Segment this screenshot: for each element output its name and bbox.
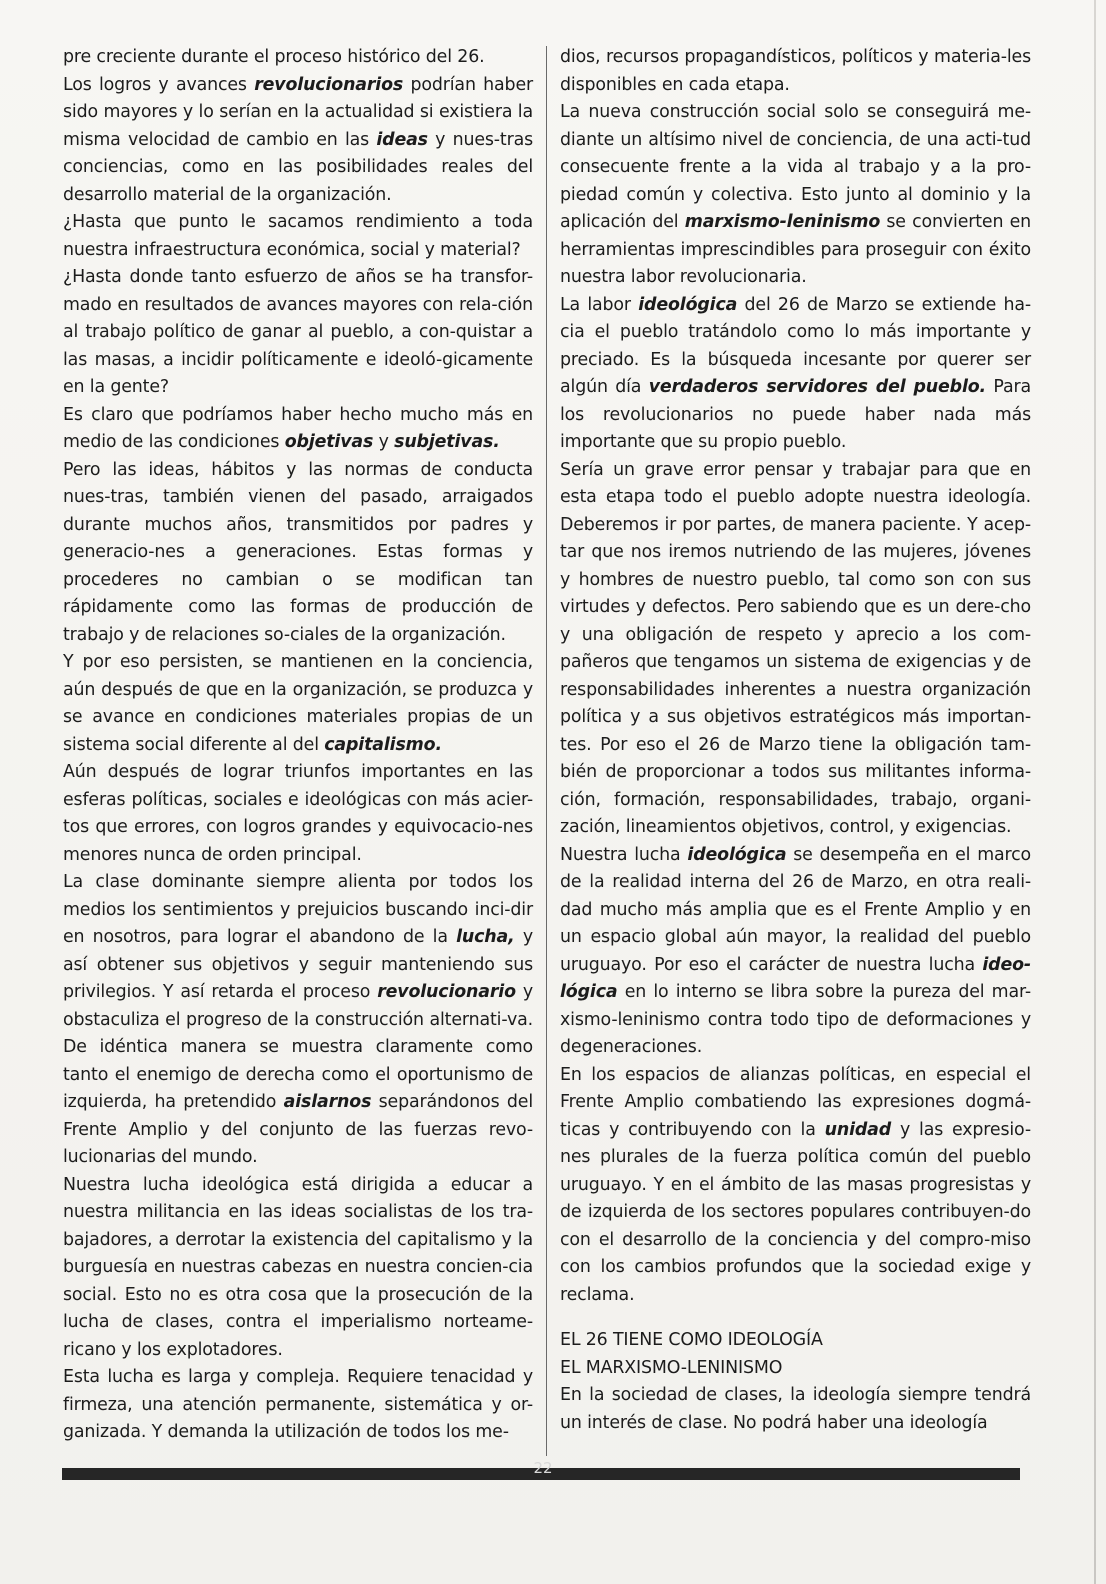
emphasis: verdaderos servidores del pueblo. [648, 377, 987, 397]
paragraph: Nuestra lucha ideológica está dirigida a educar a nuestra militancia en las ideas socialistas de los tra-bajadores, a derrotar la existencia del capitalismo y la burguesía en nuestras cabezas en nuestra concien-cia social. Esto no es otra cosa que la prosecución de la lucha de clases, contra el imperialismo norteame-ricano y los explotadores. [63, 1174, 533, 1360]
paragraph: dios, recursos propagandísticos, políticos y materia-les disponibles en cada etapa. [560, 47, 1031, 95]
emphasis: ideo-lógica [560, 954, 1031, 1002]
emphasis: ideológica [687, 844, 787, 865]
paragraph: ¿Hasta donde tanto esfuerzo de años se ha transfor-mado en resultados de avances mayores con rela-ción al trabajo político de ganar al pueblo, a con-quistar a las masas, a incidir políticamente e ideoló-gicamente en la gente? [63, 267, 533, 397]
paragraph: En los espacios de alianzas políticas, en especial el Frente Amplio combatiendo las expresiones dogmá-ticas y contribuyendo con la unidad y las expresio-nes plurales de la fuerza política común del pueblo uruguayo. Y en el ámbito de las masas progresistas y de izquierda de los sectores populares contribuyen-do con el desarrollo de la conciencia y del compro-miso con los cambios profundos que la sociedad exige y reclama. [560, 1064, 1031, 1305]
paragraph: Aún después de lograr triunfos importantes en las esferas políticas, sociales e ideológicas con más acier-tos que errores, con logros grandes y equivocacio-nes menores nunca de orden principal. [63, 762, 533, 865]
right-column [560, 44, 1031, 1437]
emphasis: subjetivas. [394, 432, 500, 452]
emphasis: ideas [376, 129, 428, 150]
emphasis: aislarnos [283, 1092, 372, 1112]
section-heading [560, 1327, 1031, 1382]
heading-line-2: EL MARXISMO-LENINISMO [560, 1357, 783, 1378]
paragraph: Esta lucha es larga y compleja. Requiere tenacidad y firmeza, una atención permanente, sistemática y or-ganizada. Y demanda la utilización de todos los me- [63, 1367, 533, 1442]
paragraph: La labor ideológica del 26 de Marzo se extiende ha-cia el pueblo tratándolo como lo más importante y preciado. Es la búsqueda incesante por querer ser algún día verdaderos servidores del pueblo. Para los revolucionarios no puede haber nada más importante que su propio pueblo. [560, 294, 1032, 452]
paragraph: Los logros y avances revolucionarios podrían haber sido mayores y lo serían en la actualidad si existiera la misma velocidad de cambio en las ideas y nues-tras conciencias, como en las posibilidades reales del desarrollo material de la organización. [63, 74, 533, 205]
emphasis: marxismo-leninismo [684, 212, 881, 232]
paragraph: pre creciente durante el proceso histórico del 26. [63, 47, 485, 67]
emphasis: unidad [824, 1119, 892, 1140]
paragraph: Sería un grave error pensar y trabajar para que en esta etapa todo el pueblo adopte nuestra ideología. Deberemos ir por partes, de manera paciente. Y acep-tar que nos iremos nutriendo de las mujeres, jóvenes y hombres de nuestro pueblo, tal como son con sus virtudes y defectos. Pero sabiendo que es un dere-cho y una obligación de respeto y aprecio a los com-pañeros que tengamos un sistema de exigencias y de responsabilidades inherentes a nuestra organización política y a sus objetivos estratégicos más importan-tes. Por eso el 26 de Marzo tiene la obligación tam-bién de proporcionar a todos sus militantes informa-ción, formación, responsabilidades, trabajo, organi-zación, lineamientos objetivos, control, y exigencias. [560, 459, 1031, 837]
paragraph: Pero las ideas, hábitos y las normas de conducta nues-tras, también vienen del pasado, arraigados durante muchos años, transmitidos por padres y generacio-nes a generaciones. Estas formas y procederes no cambian o se modifican tan rápidamente como las formas de producción de trabajo y de relaciones so-ciales de la organización. [63, 459, 533, 645]
heading-line-1: EL 26 TIENE COMO IDEOLOGÍA [560, 1330, 823, 1350]
paragraph: La nueva construcción social solo se conseguirá me-diante un altísimo nivel de conciencia, de una acti-tud consecuente frente a la vida al trabajo y a la pro-piedad común y colectiva. Esto junto al dominio y la aplicación del marxismo-leninismo se convierten en herramientas imprescindibles para proseguir con éxito nuestra labor revolucionaria. [560, 102, 1031, 287]
emphasis: revolucionario [377, 982, 516, 1002]
emphasis: objetivas [284, 432, 374, 452]
paragraph: ¿Hasta que punto le sacamos rendimiento a toda nuestra infraestructura económica, social y material? [63, 212, 533, 260]
page-number: 22 [533, 1459, 553, 1477]
emphasis: ideológica [638, 294, 738, 315]
paragraph: En la sociedad de clases, la ideología siempre tendrá un interés de clase. No podrá haber una ideología [560, 1385, 1031, 1433]
paragraph: La clase dominante siempre alienta por todos los medios los sentimientos y prejuicios buscando inci-dir en nosotros, para lograr el abandono de la lucha, y así obtener sus objetivos y seguir manteniendo sus privilegios. Y así retarda el proceso revolucionario y obstaculiza el progreso de la construcción alternati-va. De idéntica manera se muestra claramente como tanto el enemigo de derecha como el oportunismo de izquierda, ha pretendido aislarnos separándonos del Frente Amplio y del conjunto de las fuerzas revo-lucionarias del mundo. [63, 872, 533, 1167]
column-divider [546, 46, 547, 1456]
emphasis: capitalismo. [324, 734, 442, 755]
paragraph: Y por eso persisten, se mantienen en la conciencia, aún después de que en la organización, se produzca y se avance en condiciones materiales propias de un sistema social diferente al del capitalismo. [63, 652, 533, 755]
emphasis: lucha, [456, 927, 515, 947]
paragraph: Nuestra lucha ideológica se desempeña en el marco de la realidad interna del 26 de Marzo, en otra reali-dad mucho más amplia que es el Frente Amplio y en un espacio global aún mayor, la realidad del pueblo uruguayo. Por eso el carácter de nuestra lucha ideo-lógica en lo interno se libra sobre la pureza del mar-xismo-leninismo contra todo tipo de deformaciones y degeneraciones. [560, 844, 1032, 1057]
left-column [63, 44, 533, 1447]
page-edge [1094, 0, 1096, 1584]
paragraph: Es claro que podríamos haber hecho mucho más en medio de las condiciones objetivas y subjetivas. [63, 404, 533, 452]
emphasis: revolucionarios [254, 74, 404, 95]
